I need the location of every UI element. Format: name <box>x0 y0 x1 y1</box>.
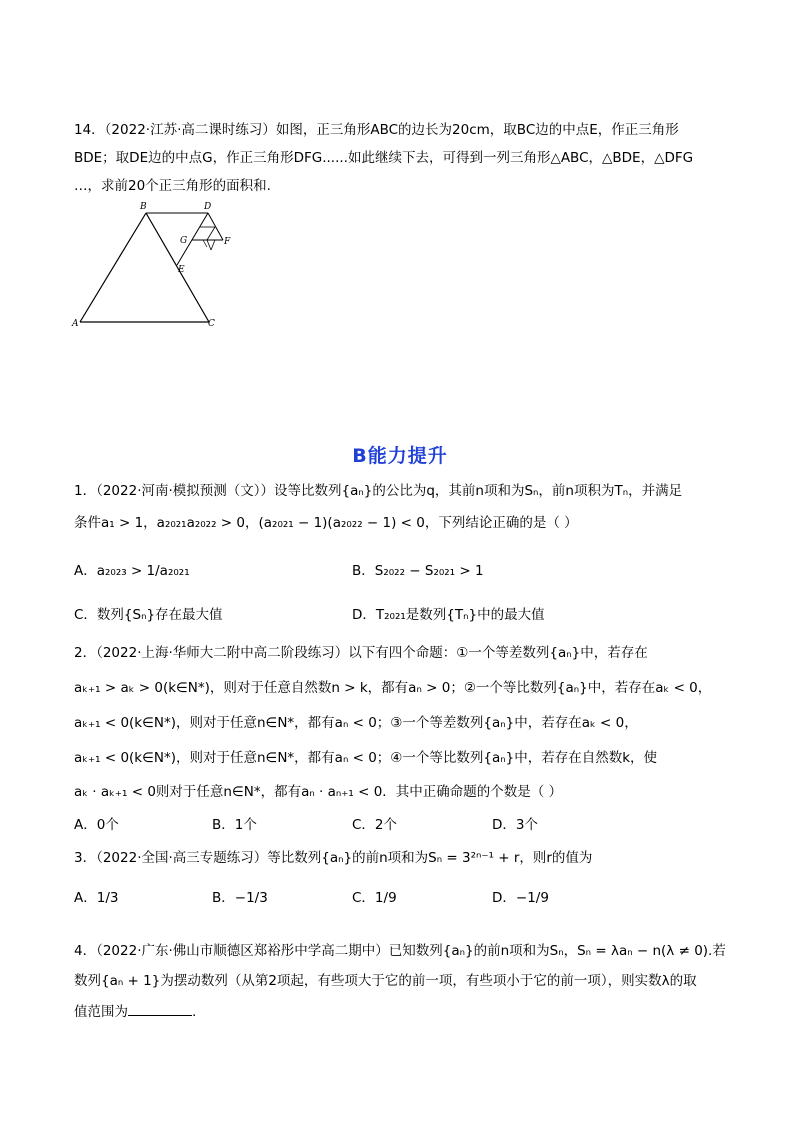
q1-line-2: 条件a₁ > 1，a₂₀₂₁a₂₀₂₂ > 0，(a₂₀₂₁ − 1)(a₂₀₂₂ − 1) < 0，下列结论正确的是（ ） <box>74 515 578 531</box>
answer-blank[interactable] <box>128 1001 192 1016</box>
label-D: D <box>204 202 212 212</box>
q2-line-1: 2．（2022·上海·华师大二附中高二阶段练习）以下有四个命题：①一个等差数列{aₙ}中，若存在 <box>74 645 648 661</box>
q3-line-1: 3．（2022·全国·高三专题练习）等比数列{aₙ}的前n项和为Sₙ = 3²ⁿ⁻¹ + r，则r的值为 <box>74 850 593 866</box>
q2-option-c: C．2个 <box>352 817 398 833</box>
q3-option-b: B．−1/3 <box>212 890 268 906</box>
q3-option-d: D．−1/9 <box>492 890 549 906</box>
label-E: E <box>178 265 185 275</box>
q14-line-2: BDE；取DE边的中点G，作正三角形DFG......如此继续下去，可得到一列三角形△ABC，△BDE，△DFG <box>74 150 694 166</box>
label-F: F <box>224 237 231 247</box>
label-C: C <box>208 319 215 329</box>
q2-option-d: D．3个 <box>492 817 538 833</box>
section-title: B能力提升 <box>352 445 448 467</box>
q1-option-c: C．数列{Sₙ}存在最大值 <box>74 607 223 623</box>
q1-option-d: D．T₂₀₂₁是数列{Tₙ}中的最大值 <box>352 607 545 623</box>
label-A: A <box>72 319 79 329</box>
q1-option-b: B．S₂₀₂₂ − S₂₀₂₁ > 1 <box>352 563 484 579</box>
q3-option-a: A．1/3 <box>74 890 119 906</box>
label-G: G <box>180 236 188 246</box>
q3-option-c: C．1/9 <box>352 890 397 906</box>
q1-option-a: A．a₂₀₂₃ > 1/a₂₀₂₁ <box>74 563 190 579</box>
label-B: B <box>140 202 147 212</box>
q4-line-3: 值范围为 <box>74 1004 128 1020</box>
q14-line-3: …，求前20个正三角形的面积和. <box>74 178 271 194</box>
q2-line-2: aₖ₊₁ > aₖ > 0(k∈N*)，则对于任意自然数n > k，都有aₙ > 0；②一个等比数列{aₙ}中，若存在aₖ < 0， <box>74 680 712 696</box>
q4-line-3-wrap <box>74 1001 196 1022</box>
q4-line-2: 数列{aₙ + 1}为摆动数列（从第2项起，有些项大于它的前一项，有些项小于它的前一项），则实数λ的取 <box>74 973 697 989</box>
q2-option-a: A．0个 <box>74 817 119 833</box>
q2-line-5: aₖ · aₖ₊₁ < 0则对于任意n∈N*，都有aₙ · aₙ₊₁ < 0．其中正确命题的个数是（ ） <box>74 784 563 800</box>
triangle-figure <box>70 198 240 333</box>
q1-line-1: 1．（2022·河南·模拟预测（文））设等比数列{aₙ}的公比为q，其前n项和为Sₙ，前n项积为Tₙ，并满足 <box>74 483 683 499</box>
q2-line-3: aₖ₊₁ < 0(k∈N*)，则对于任意n∈N*，都有aₙ < 0；③一个等差数列{aₙ}中，若存在aₖ < 0， <box>74 715 638 731</box>
q4-line-1: 4．（2022·广东·佛山市顺德区郑裕彤中学高二期中）已知数列{aₙ}的前n项和为Sₙ，Sₙ = λaₙ − n(λ ≠ 0).若 <box>74 943 726 959</box>
q2-option-b: B．1个 <box>212 817 257 833</box>
q4-line-3-end: . <box>192 1004 197 1020</box>
q14-line-1: 14．（2022·江苏·高二课时练习）如图，正三角形ABC的边长为20cm，取BC边的中点E，作正三角形 <box>74 122 679 138</box>
q2-line-4: aₖ₊₁ < 0(k∈N*)，则对于任意n∈N*，都有aₙ < 0；④一个等比数列{aₙ}中，若存在自然数k，使 <box>74 750 658 766</box>
